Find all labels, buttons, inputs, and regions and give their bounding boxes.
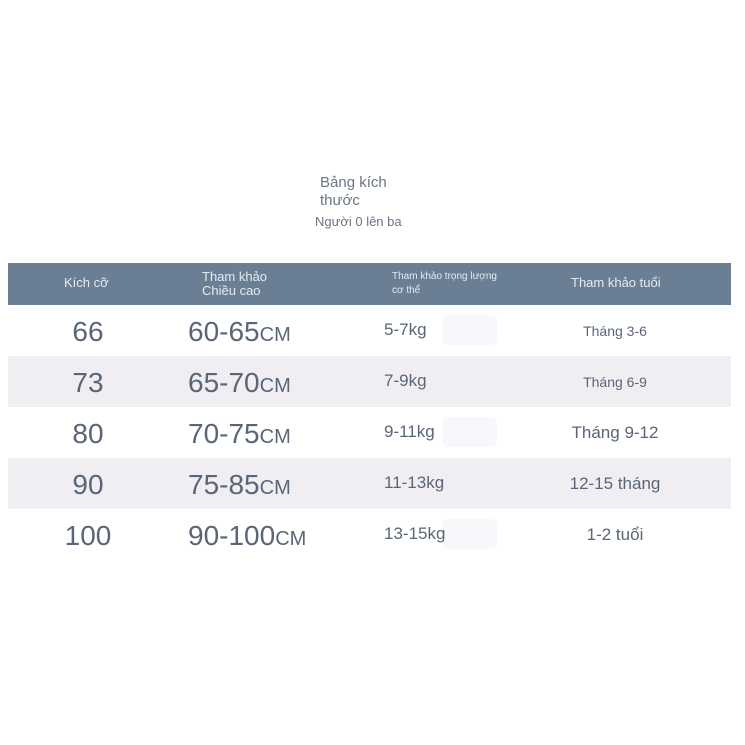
size-cell: 66	[72, 316, 104, 347]
height-cell	[188, 520, 306, 552]
size-cell: 80	[72, 418, 104, 449]
title-block	[312, 174, 442, 229]
height-value: 70-75	[188, 418, 260, 449]
weight-cell: 7-9kg	[384, 371, 427, 390]
table-row	[8, 407, 731, 458]
header-weight: Tham khảo trọng lượng cơ thể	[392, 271, 497, 296]
table-row	[8, 458, 731, 509]
height-value: 75-85	[188, 469, 260, 500]
weight-cell: 5-7kg	[384, 320, 427, 339]
size-cell: 100	[64, 520, 112, 551]
chart-subtitle: Người 0 lên ba	[315, 214, 402, 229]
age-cell: Tháng 6-9	[583, 374, 647, 390]
faded-image	[442, 519, 497, 549]
age-cell: 12-15 tháng	[569, 474, 661, 493]
chart-title: Bảng kích thước	[320, 174, 387, 209]
height-unit: CM	[259, 324, 291, 346]
size-cell: 73	[72, 367, 104, 398]
size-cell: 90	[72, 469, 104, 500]
height-unit: CM	[275, 528, 307, 550]
height-cell	[188, 316, 291, 348]
height-cell	[188, 367, 291, 399]
height-unit: CM	[259, 426, 291, 448]
header-height: Tham khảo Chiều cao	[202, 269, 268, 298]
faded-image	[442, 315, 497, 345]
table-row	[8, 509, 731, 560]
size-table	[8, 263, 731, 560]
weight-cell: 13-15kg	[384, 524, 446, 543]
height-unit: CM	[259, 375, 291, 397]
age-cell: 1-2 tuổi	[586, 525, 644, 544]
table-row	[8, 305, 731, 356]
height-value: 65-70	[188, 367, 260, 398]
height-value: 60-65	[188, 316, 260, 347]
weight-cell: 9-11kg	[384, 422, 435, 441]
height-cell	[188, 418, 291, 450]
header-age: Tham khảo tuổi	[571, 275, 661, 290]
weight-cell: 11-13kg	[384, 473, 445, 492]
height-value: 90-100	[188, 520, 276, 551]
height-unit: CM	[259, 477, 291, 499]
faded-image	[442, 417, 497, 447]
age-cell: Tháng 9-12	[571, 423, 659, 442]
age-cell: Tháng 3-6	[583, 323, 647, 339]
table-header	[8, 263, 731, 305]
header-size: Kích cỡ	[64, 275, 109, 290]
height-cell	[188, 469, 291, 501]
table-row	[8, 356, 731, 407]
